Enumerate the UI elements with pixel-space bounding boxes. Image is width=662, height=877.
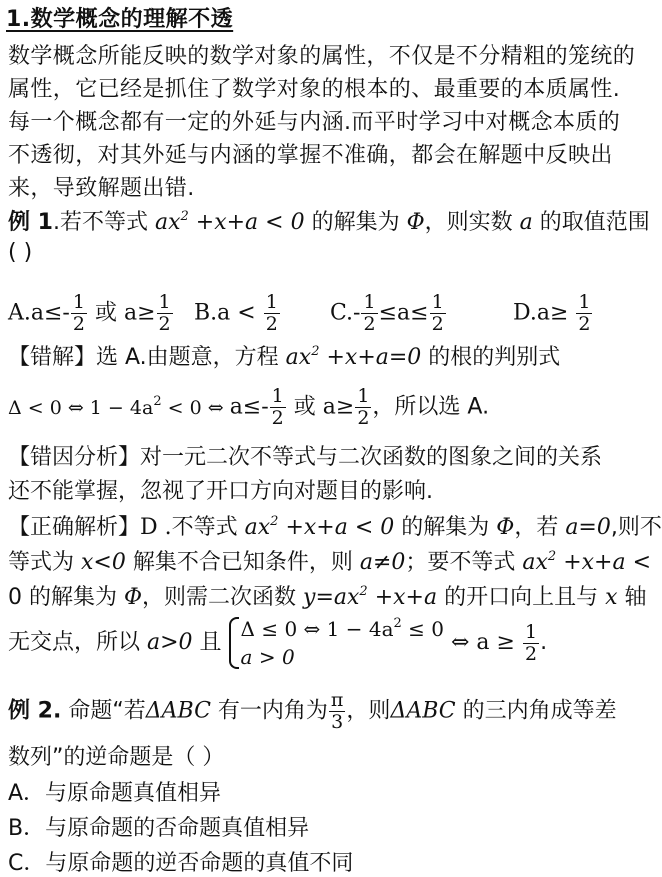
example-1-options <box>8 292 636 336</box>
intro-paragraph: 数学概念所能反映的数学对象的属性，不仅是不分精粗的笼统的属性，它已经是抓住了数学对象的根本的、最重要的本质属性.每一个概念都有一定的外延与内涵.而平时学习中对概念本质的不透彻，对其外延与内涵的掌握不准确，都会在解题中反映出来，导致解题出错. <box>8 44 636 201</box>
wrong-solution-line-1: 【错解】选 A.由题意，方程 $ax^2 +x+a=0$ 的根的判别式 <box>8 344 561 370</box>
option-d: D.a≥ $\frac{1}{2}$ <box>513 291 591 335</box>
cause-analysis-tag: 【错因分析】 <box>8 445 141 470</box>
option-a: A.a≤- $\frac{1}{2}$ 或 a≥ $\frac{1}{2}$ <box>8 291 171 335</box>
example-2-line-2: 数列”的逆命题是（ ） <box>8 745 225 770</box>
correct-solution-line-2: 等式为 x<0 解集不合已知条件，则 a≠0；要不等式 $ax^2 +x+a$ < <box>8 549 652 575</box>
example-2-option-a: A．与原命题真值相异 <box>8 781 222 806</box>
example-2-option-b: B．与原命题的否命题真值相异 <box>8 816 310 841</box>
example-2-option-c: C．与原命题的逆否命题的真值不同 <box>8 851 354 876</box>
cause-analysis-line-2: 还不能掌握，忽视了开口方向对题目的影响. <box>8 479 433 504</box>
example-2-stem: 例 2. 命题“若ΔABC 有一内角为 $\frac{\pi}{3}$ ，则ΔABC 的三内角成等差 <box>8 689 617 733</box>
inequality: $ax^2 +x+a < 0$ <box>154 209 305 235</box>
example-1-stem: 例 1.若不等式 $ax^2 +x+a < 0$ 的解集为 Φ，则实数 a 的取值范围 <box>8 209 650 235</box>
correct-solution-line-3: 0 的解集为 Φ，则需二次函数 $y=ax^2 +x+a$ 的开口向上且与 x 轴 <box>8 584 647 610</box>
option-c: C.- $\frac{1}{2}$ ≤a≤ $\frac{1}{2}$ <box>330 291 444 335</box>
wrong-solution-tag: 【错解】 <box>8 345 97 370</box>
correct-solution-tag: 【正确解析】 <box>8 515 141 540</box>
correct-solution-line-4: 无交点，所以 a>0 且 Δ ≤ 0 ⇔ $1 - 4a^2 \le 0$ a > 0 ⇔ a ≥ $\frac{1}{2}$ . <box>8 616 548 669</box>
correct-solution-line-1: 【正确解析】D .不等式 $ax^2 +x+a < 0$ 的解集为 Φ，若 a=0,则不 <box>8 514 662 540</box>
section-heading: 1.数学概念的理解不透 <box>6 7 234 32</box>
wrong-solution-line-2: Δ < 0 ⇔ $1 - 4a^2 < 0$ ⇔ a≤- $\frac{1}{2}$ 或 a≥ $\frac{1}{2}$ ，所以选 A. <box>8 385 490 429</box>
example-1-label: 例 1 <box>8 210 53 235</box>
option-b: B.a < $\frac{1}{2}$ <box>194 291 278 335</box>
example-1-paren: ( ) <box>8 240 33 265</box>
example-2-label: 例 2. <box>8 698 62 724</box>
cause-analysis-line-1: 【错因分析】对一元二次不等式与二次函数的图象之间的关系 <box>8 445 603 470</box>
inequality-system: Δ ≤ 0 ⇔ $1 - 4a^2 \le 0$ a > 0 <box>229 615 444 671</box>
